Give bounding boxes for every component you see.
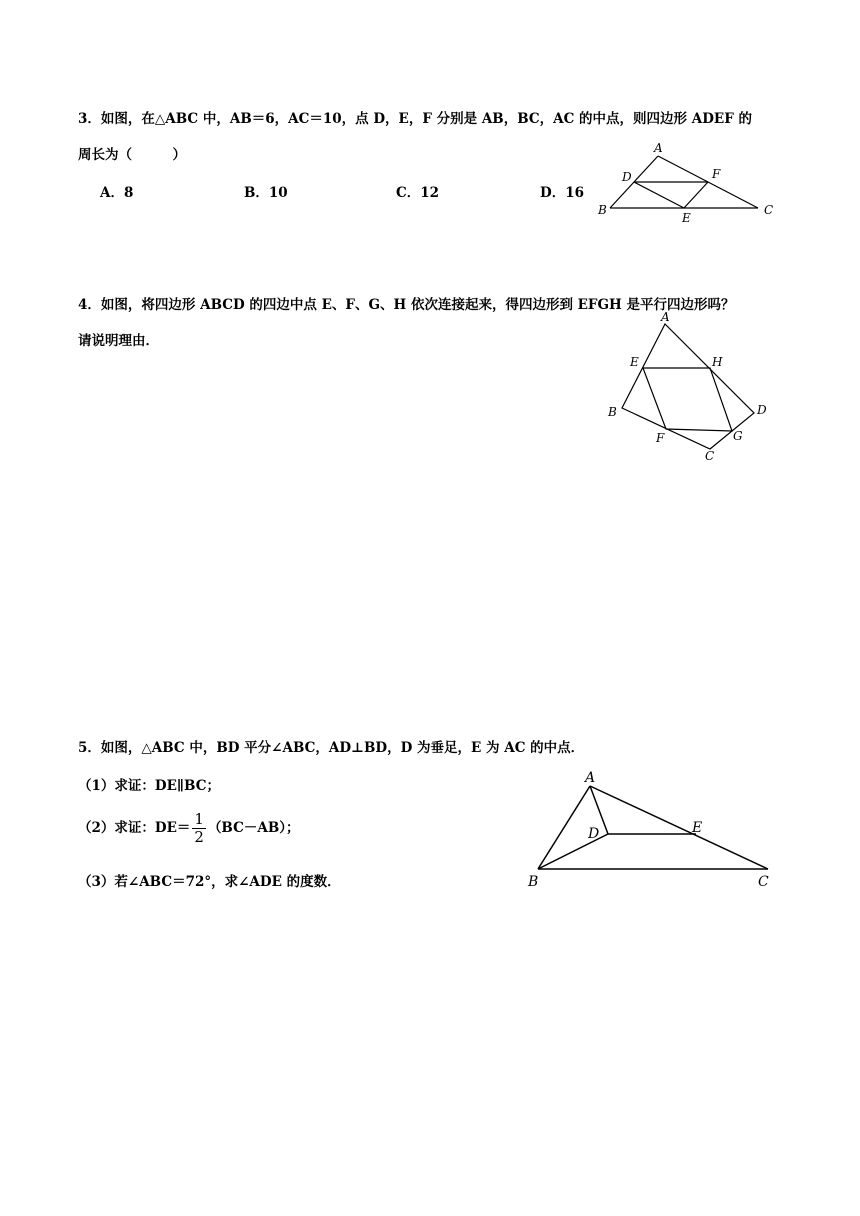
- q5-label-d: D: [588, 826, 600, 842]
- q4-label-f: F: [656, 431, 665, 445]
- q5-triangle-figure: [520, 764, 780, 894]
- q4-label-a: A: [661, 310, 670, 324]
- one-half-fraction: [192, 812, 206, 845]
- q3-label-c: C: [764, 203, 774, 217]
- q3-option-c: C．12: [396, 185, 440, 201]
- q5-part-2-suffix: （BC－AB）；: [207, 820, 300, 836]
- q3-option-b: B．10: [244, 185, 288, 201]
- q5-part-2-prefix: （2）求证：DE＝: [78, 820, 191, 836]
- q3-stem-line2: 周长为（ ）: [78, 147, 186, 163]
- q4-stem-line1: 4．如图，将四边形 ABCD 的四边中点 E、F、G、H 依次连接起来，得四边形到 EFGH 是平行四边形吗？: [78, 297, 735, 313]
- q3-option-d: D．16: [540, 185, 584, 201]
- q4-label-d: D: [757, 403, 767, 417]
- fraction-numerator: 1: [194, 810, 204, 828]
- q3-stem-line1: 3．如图，在△ABC 中，AB＝6，AC＝10，点 D，E，F 分别是 AB，BC，AC 的中点，则四边形 ADEF 的: [78, 111, 752, 127]
- q4-label-c: C: [705, 449, 715, 463]
- q5-stem: 5．如图，△ABC 中，BD 平分∠ABC，AD⊥BD，D 为垂足，E 为 AC 的中点．: [78, 740, 585, 756]
- q5-part-3: （3）若∠ABC＝72°，求∠ADE 的度数．: [78, 874, 341, 890]
- q4-label-e: E: [630, 355, 639, 369]
- q5-label-a: A: [585, 770, 596, 786]
- q3-triangle-figure: [590, 136, 790, 228]
- q3-label-a: A: [654, 141, 663, 155]
- q3-label-d: D: [622, 170, 632, 184]
- q4-label-g: G: [733, 429, 743, 443]
- q5-part-1: （1）求证：DE∥BC；: [78, 778, 220, 794]
- q3-label-b: B: [598, 203, 607, 217]
- q3-label-e: E: [682, 211, 691, 225]
- q4-label-h: H: [712, 355, 723, 369]
- q4-quadrilateral-figure: [600, 310, 780, 466]
- q5-label-e: E: [692, 820, 703, 836]
- q5-part-2: [78, 812, 299, 845]
- q3-label-f: F: [712, 167, 721, 181]
- fraction-denominator: 2: [194, 828, 204, 846]
- q4-stem-line2: 请说明理由．: [78, 333, 159, 349]
- q3-option-a: A．8: [100, 185, 134, 201]
- q5-label-b: B: [528, 874, 539, 890]
- q4-label-b: B: [608, 405, 617, 419]
- q5-label-c: C: [758, 874, 769, 890]
